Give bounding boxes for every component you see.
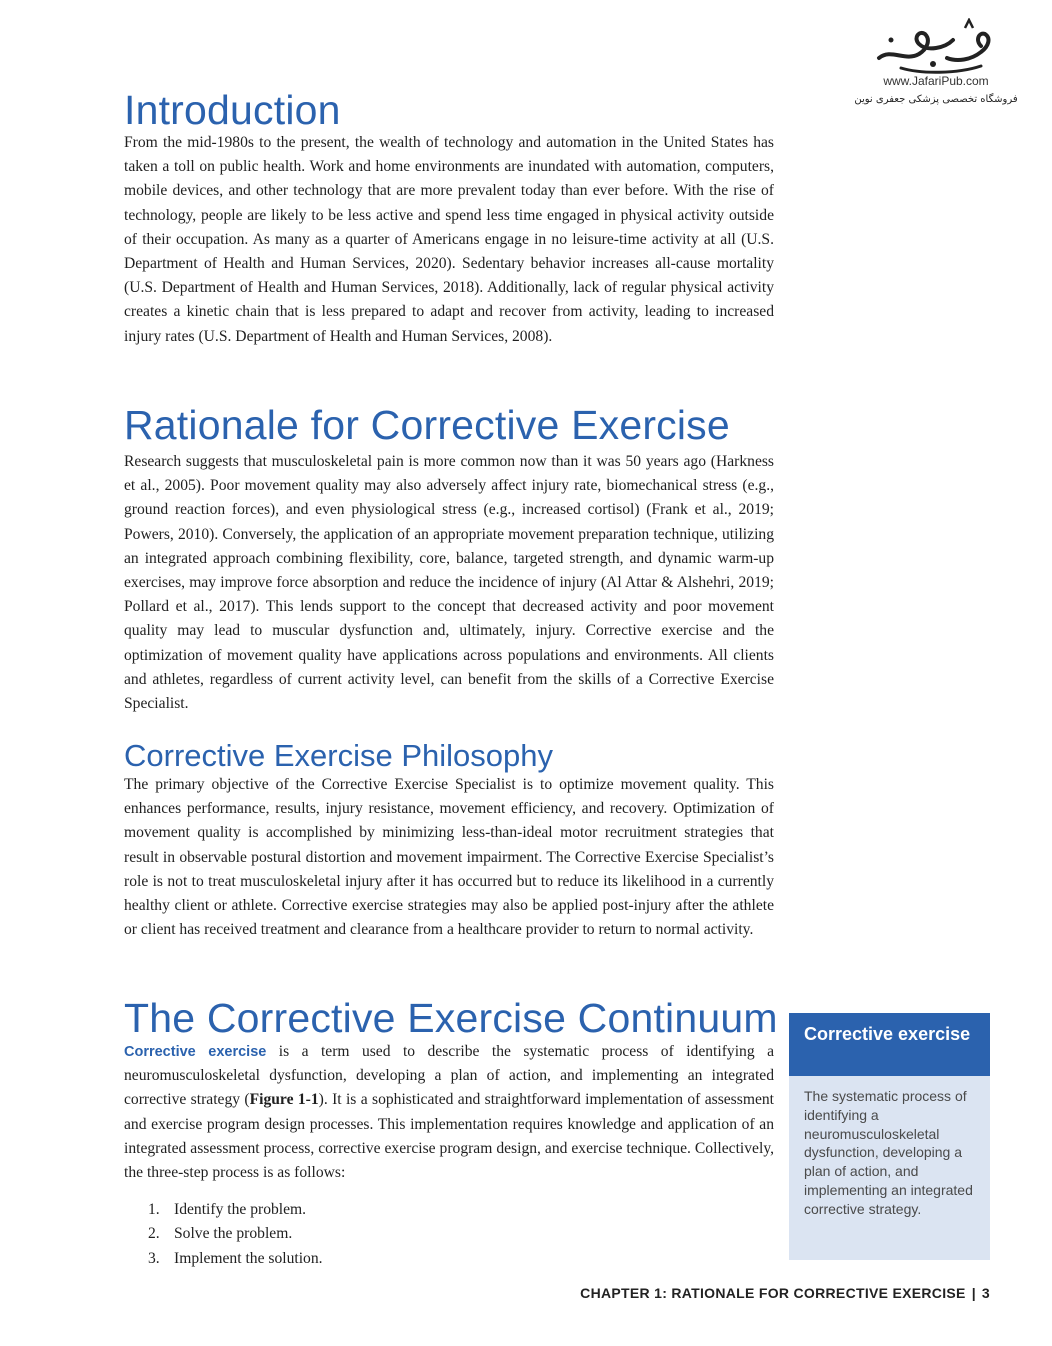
step-text: Identify the problem. [174, 1201, 307, 1219]
continuum-section [124, 995, 778, 1271]
philosophy-heading: Corrective Exercise Philosophy [124, 738, 554, 773]
page-number: 3 [981, 1285, 990, 1301]
publisher-logo [846, 18, 1026, 105]
philosophy-section [124, 740, 774, 942]
rationale-paragraph: Research suggests that musculoskeletal pain is more common now than it was 50 years ago (Harkness et al., 2005). Poor movement quality may also adversely affect injury rate, biomechanical stress (e.g., ground reaction forces), and even physiological stress (e.g., increased cortisol) (Frank et al., 2019; Powers, 2010). Conversely, the application of an appropriate movement preparation technique, utilizing an integrated approach combining flexibility, core, balance, targeted strength, and dynamic warm-up exercises, may improve force absorption and reduce the incidence of injury (Al Attar & Alshehri, 2019; Pollard et al., 2017). This lends support to the concept that decreased activity and poor movement quality may lead to muscular dysfunction and, ultimately, injury. Corrective exercise and the optimization of movement quality have applications across populations and environments. All clients and athletes, regardless of current activity level, can benefit from the skills of a Corrective Exercise Specialist. [124, 453, 774, 713]
calligraphy-logo-icon [861, 18, 1011, 76]
figure-reference[interactable]: Figure 1-1 [249, 1091, 319, 1109]
footer-separator: | [971, 1285, 976, 1301]
steps-list [124, 1198, 774, 1271]
sidebar-title: Corrective exercise [789, 1013, 990, 1076]
logo-persian-text: فروشگاه تخصصی پزشکی جعفری نوین [854, 94, 1018, 105]
list-item [124, 1198, 774, 1222]
continuum-paragraph [124, 1040, 774, 1185]
logo-url-text: www.JafariPub.com [883, 74, 989, 88]
introduction-heading: Introduction [124, 87, 341, 133]
step-number: 1. [148, 1201, 160, 1219]
glossary-term-link[interactable]: Corrective exercise [124, 1044, 267, 1060]
continuum-text-a: is a term used to describe the systematic process of identifying a neuromusculoskeletal dysfunction, developing a plan of action, and implementing an integrated corrective strategy ( [124, 1043, 774, 1109]
step-text: Implement the solution. [174, 1249, 323, 1267]
continuum-text-b: ). It is a sophisticated and straightforward implementation of assessment and exercise program design processes. This implementation requires knowledge and application of an integrated assessment process, corrective exercise program design, and exercise technique. Collectively, the three-step process is as follows: [124, 1091, 774, 1182]
step-number: 2. [148, 1225, 160, 1243]
chapter-title: CHAPTER 1: RATIONALE FOR CORRECTIVE EXERCISE [580, 1285, 966, 1301]
glossary-sidebar [789, 1013, 990, 1260]
page-footer [580, 1285, 990, 1301]
philosophy-paragraph: The primary objective of the Corrective Exercise Specialist is to optimize movement quality. This enhances performance, results, injury resistance, movement efficiency, and recovery. Optimization of movement quality is accomplished by minimizing less-than-ideal motor recruitment strategies that result in observable postural distortion and movement impairment. The Corrective Exercise Specialist’s role is not to treat musculoskeletal injury after it has occurred but to reduce its likelihood in a currently healthy client or athlete. Corrective exercise strategies may also be applied post-injury after the athlete or client has received treatment and clearance from a healthcare provider to return to normal activity. [124, 776, 774, 939]
rationale-section [124, 402, 774, 716]
rationale-heading: Rationale for Corrective Exercise [124, 402, 730, 448]
continuum-heading: The Corrective Exercise Continuum [124, 995, 778, 1041]
sidebar-definition: The systematic process of identifying a neuromusculoskeletal dysfunction, developing a plan of action, and implementing an integrated corrective strategy. [804, 1088, 973, 1217]
introduction-paragraph: From the mid-1980s to the present, the wealth of technology and automation in the United States has taken a toll on public health. Work and home environments are inundated with automation, computers, mobile devices, and other technology that are more prevalent today than ever before. With the rise of technology, people are likely to be less active and spend less time engaged in physical activity outside of their occupation. As many as a quarter of Americans engage in no leisure-time activity at all (U.S. Department of Health and Human Services, 2020). Sedentary behavior increases all-cause mortality (U.S. Department of Health and Human Services, 2018). Additionally, lack of regular physical activity creates a kinetic chain that is less prepared to adapt and recover from activity, leading to increased injury rates (U.S. Department of Health and Human Services, 2008). [124, 134, 774, 345]
step-text: Solve the problem. [174, 1225, 293, 1243]
step-number: 3. [148, 1249, 160, 1267]
list-item [124, 1222, 774, 1246]
list-item [124, 1247, 774, 1271]
introduction-section [124, 87, 774, 349]
